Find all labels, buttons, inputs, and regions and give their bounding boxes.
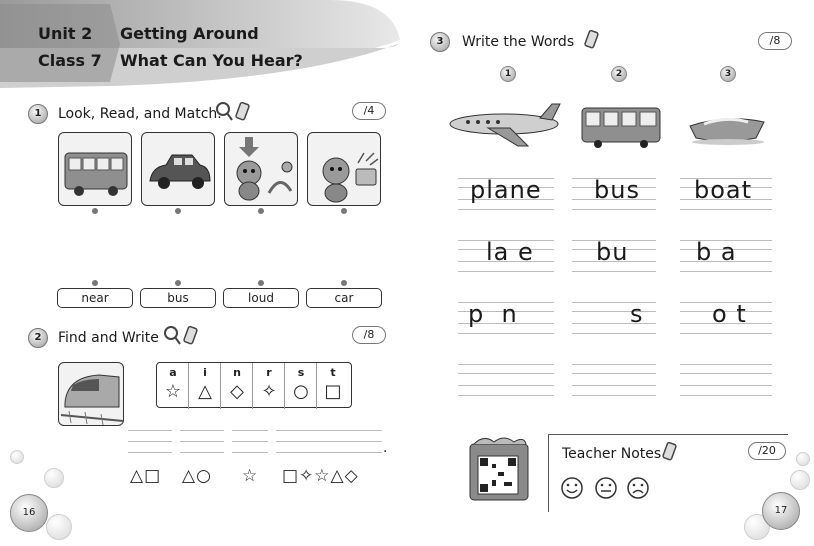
partial-bus-1: bu [596, 238, 629, 266]
class-label: Class 7 [38, 51, 102, 70]
partial-bus-2: s [630, 300, 644, 328]
code-word-1: △□ [130, 466, 162, 486]
page-number-right: 17 [762, 492, 800, 530]
word-bus: bus [594, 176, 640, 204]
cipher-symbol: ○ [293, 381, 309, 402]
car-icon [142, 133, 215, 206]
column-number-2: 2 [611, 66, 627, 82]
lesson-subtitle: What Can You Hear? [120, 51, 303, 70]
cipher-letter: t [330, 366, 336, 379]
bubble-decoration [46, 514, 72, 540]
code-word-2: △○ [182, 466, 212, 486]
cipher-letter: a [169, 366, 177, 379]
bus-icon [578, 104, 664, 148]
bubble-decoration [796, 452, 810, 466]
cipher-cell [317, 363, 351, 409]
match-dot-bottom-1[interactable] [92, 280, 98, 286]
code-word-4: □✧☆△◇ [282, 466, 359, 486]
loud-raccoon-icon [225, 133, 298, 206]
match-card-loud [224, 132, 298, 206]
section1-title: Look, Read, and Match. [58, 106, 222, 122]
match-card-near [307, 132, 381, 206]
train-icon [59, 363, 124, 426]
cipher-letter: s [297, 366, 305, 379]
answer-lines-3[interactable] [232, 430, 268, 453]
bubble-decoration [10, 450, 24, 464]
word-plane: plane [470, 176, 542, 204]
section3-number: 3 [430, 32, 450, 52]
happy-face-icon[interactable] [560, 476, 584, 500]
word-boat: boat [694, 176, 753, 204]
word-near: near [57, 288, 133, 308]
neutral-face-icon[interactable] [594, 476, 618, 500]
match-dot-top-4[interactable] [341, 208, 347, 214]
total-score: /20 [748, 442, 786, 460]
cipher-cell [221, 363, 253, 409]
section2-number: 2 [28, 328, 48, 348]
match-card-bus [58, 132, 132, 206]
word-loud: loud [223, 288, 299, 308]
airplane-icon [448, 100, 568, 148]
answer-lines-4[interactable] [276, 430, 382, 453]
cipher-cell [253, 363, 285, 409]
word-car: car [306, 288, 382, 308]
bus-icon [59, 133, 132, 206]
code-word-3: ☆ [242, 466, 259, 486]
boat-icon [686, 108, 768, 146]
find-write-icon [162, 324, 202, 348]
word-bus: bus [140, 288, 216, 308]
cipher-cell [285, 363, 317, 409]
section1-score: /4 [352, 102, 386, 120]
column-number-1: 1 [500, 66, 516, 82]
unit-label: Unit 2 [38, 24, 93, 43]
train-card [58, 362, 124, 426]
bubble-decoration [44, 468, 64, 488]
ruled-row-3-4[interactable] [680, 364, 772, 396]
near-raccoon-icon [308, 133, 381, 206]
section3-title: Write the Words [462, 34, 575, 50]
ruled-row-2-4[interactable] [572, 364, 656, 396]
partial-plane-1: la e [486, 238, 534, 266]
sad-face-icon[interactable] [626, 476, 650, 500]
write-icon [582, 28, 602, 52]
bubble-decoration [790, 470, 810, 490]
sentence-period: . [383, 440, 388, 456]
cipher-cell [157, 363, 189, 409]
match-dot-top-1[interactable] [92, 208, 98, 214]
header-banner [0, 0, 400, 88]
cipher-symbol: ◇ [230, 381, 244, 402]
partial-boat-2: o t [712, 300, 747, 328]
write-icon [660, 440, 680, 464]
section2-title: Find and Write [58, 330, 159, 346]
cipher-cell [189, 363, 221, 409]
cipher-symbol: □ [324, 381, 342, 402]
section2-score: /8 [352, 326, 386, 344]
answer-lines-1[interactable] [128, 430, 172, 453]
match-dot-top-2[interactable] [175, 208, 181, 214]
qr-box-icon [464, 434, 534, 502]
partial-plane-2: p n [468, 300, 518, 328]
cipher-letter: n [233, 366, 241, 379]
cipher-letter: i [203, 366, 207, 379]
topic-title: Getting Around [120, 24, 259, 43]
partial-boat-1: b a [696, 238, 737, 266]
cipher-symbol: ✧ [261, 381, 277, 402]
match-dot-bottom-4[interactable] [341, 280, 347, 286]
section1-number: 1 [28, 104, 48, 124]
answer-lines-2[interactable] [180, 430, 224, 453]
cipher-table [156, 362, 352, 408]
cipher-symbol: △ [198, 381, 212, 402]
listen-read-icon [214, 100, 254, 124]
teacher-divider [548, 434, 788, 435]
cipher-letter: r [266, 366, 272, 379]
match-card-car [141, 132, 215, 206]
teacher-divider-vertical [548, 434, 549, 512]
match-dot-top-3[interactable] [258, 208, 264, 214]
section3-score: /8 [758, 32, 792, 50]
match-dot-bottom-3[interactable] [258, 280, 264, 286]
cipher-symbol: ☆ [164, 381, 182, 402]
ruled-row-1-4[interactable] [458, 364, 554, 396]
teacher-notes-title: Teacher Notes [562, 446, 662, 462]
column-number-3: 3 [720, 66, 736, 82]
page-number-left: 16 [10, 494, 48, 532]
match-dot-bottom-2[interactable] [175, 280, 181, 286]
